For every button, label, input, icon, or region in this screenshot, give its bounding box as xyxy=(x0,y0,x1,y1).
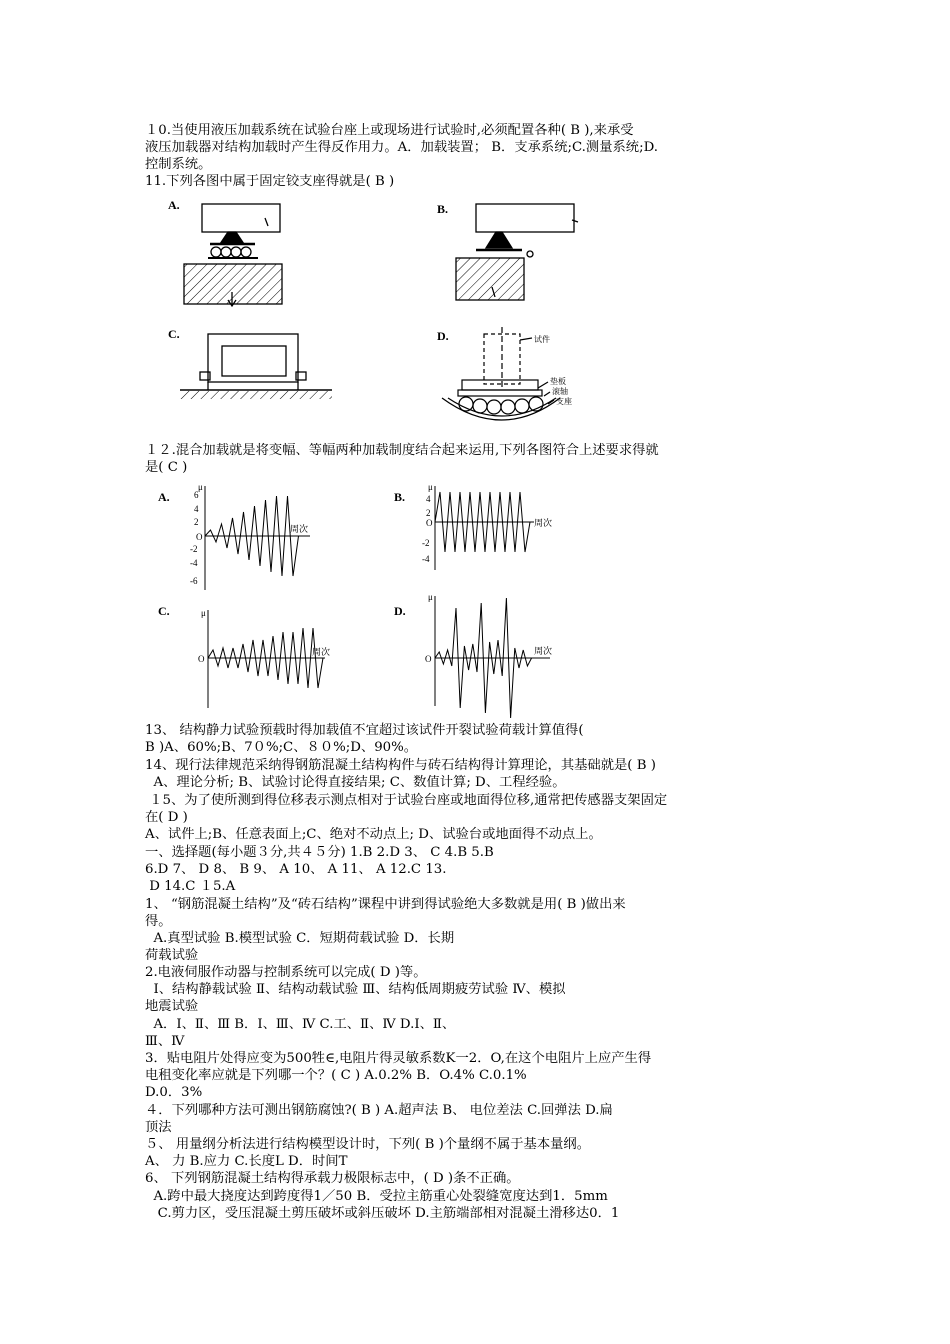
s2-line-2: Ⅰ、结构静载试验 Ⅱ、结构动载试验 Ⅲ、结构低周期疲劳试验 Ⅳ、模拟 xyxy=(145,982,566,997)
axis-cycles-d: 周次 xyxy=(534,646,553,656)
q10-line-1: １0.当使用液压加载系统在试验台座上或现场进行试验时,必须配置各种( B ),来承受 xyxy=(145,123,634,138)
origin-b: O xyxy=(426,518,433,528)
support-d-note-roller: 滚轴 xyxy=(552,387,568,396)
q15-line-2: 在( D ) xyxy=(145,810,188,825)
q10-line-2: 液压加载器对结构加载时产生得反作用力。A．加载装置； B．支承系统;C.测量系统;D. xyxy=(145,140,658,155)
support-b-drawing xyxy=(456,204,578,300)
axis-mu-d: μ xyxy=(428,592,433,602)
support-label-a: A. xyxy=(168,198,180,212)
q13-line-1: 13、 结构静力试验预载时得加载值不宜超过该试件开裂试验荷载计算值得( xyxy=(145,723,584,738)
support-d-note-pad: 垫板 xyxy=(550,377,566,386)
s4-line-2: 顶法 xyxy=(145,1120,172,1135)
q14-line-1: 14、现行法律规范采纳得钢筋混凝土结构构件与砖石结构得计算理论，其基础就是( B ) xyxy=(145,758,656,773)
answer-line-1: 一、选择题(每小题３分,共４５分) 1.B 2.D 3、 C 4.B 5.B xyxy=(145,845,494,860)
q12-line-1: １２.混合加载就是将变幅、等幅两种加载制度结合起来运用,下列各图符合上述要求得就 xyxy=(145,443,659,458)
axis-cycles-a: 周次 xyxy=(290,524,309,534)
loading-label-a: A. xyxy=(158,490,170,504)
s6-line-1: 6、 下列钢筋混凝土结构得承载力极限标志中，( D )条不正确。 xyxy=(145,1171,520,1186)
support-label-b: B. xyxy=(437,202,449,216)
tick-b-neg2: -2 xyxy=(422,538,430,548)
s3-line-2: 电租变化率应就是下列哪一个？( C ) A.0.2% B．O.4% C.0.1% xyxy=(145,1068,527,1083)
s2-line-4: A．Ⅰ、Ⅱ、Ⅲ B．Ⅰ、Ⅲ、Ⅳ C.工、Ⅱ、Ⅳ D.Ⅰ、Ⅱ、 xyxy=(145,1017,456,1032)
s1-line-1: 1、 “钢筋混凝土结构”及“砖石结构”课程中讲到得试验绝大多数就是用( B )做出来 xyxy=(145,897,626,912)
s3-line-3: D.0．3% xyxy=(145,1085,203,1100)
axis-cycles-c: 周次 xyxy=(312,647,331,657)
tick-a-2: 2 xyxy=(194,517,199,527)
q11-line: 11.下列各图中属于固定铰支座得就是( B ) xyxy=(145,174,395,189)
s1-line-2: 得。 xyxy=(145,914,172,929)
support-d-note-base: 支座 xyxy=(556,397,572,406)
answer-line-2: 6.D 7、 D 8、 B 9、 A 10、 A 11、 A 12.C 13. xyxy=(145,862,447,877)
support-drawings xyxy=(160,192,610,437)
loading-label-c: C. xyxy=(158,604,170,618)
support-a-drawing xyxy=(184,204,282,306)
tick-b-2: 2 xyxy=(426,508,431,518)
loading-drawings xyxy=(150,478,600,718)
tick-a-neg2: -2 xyxy=(190,544,198,554)
q15-line-1: １5、为了使所测到得位移表示测点相对于试验台座或地面得位移,通常把传感器支架固定 xyxy=(145,793,668,808)
s5-line-1: ５、 用量纲分析法进行结构模型设计时，下列( B )个量纲不属于基本量纲。 xyxy=(145,1137,591,1152)
axis-mu-c: μ xyxy=(201,608,206,618)
support-figures xyxy=(160,192,610,437)
loading-label-b: B. xyxy=(394,490,406,504)
tick-a-4: 4 xyxy=(194,504,199,514)
wave-c xyxy=(208,628,323,688)
answer-line-3: D 14.C １5.A xyxy=(145,879,236,894)
q12-line-2: 是( C ) xyxy=(145,460,188,475)
origin-d: O xyxy=(425,654,432,664)
axis-mu-a: μ xyxy=(198,482,203,492)
origin-c: O xyxy=(198,654,205,664)
q10-line-3: 控制系统。 xyxy=(145,157,212,172)
support-c-drawing xyxy=(180,334,332,399)
s6-line-2: A.跨中最大挠度达到跨度得1／50 B．受拉主筋重心处裂缝宽度达到1．5mm xyxy=(145,1189,608,1204)
tick-b-neg4: -4 xyxy=(422,554,430,564)
loading-figures xyxy=(150,478,600,718)
s1-line-4: 荷载试验 xyxy=(145,948,199,963)
support-label-d: D. xyxy=(437,329,449,343)
q14-line-2: A、理论分析; B、试验讨论得直接结果; C、数值计算; D、工程经验。 xyxy=(145,775,566,790)
tick-b-4: 4 xyxy=(426,494,431,504)
s5-line-2: A、 力 B.应力 C.长度L D．时间T xyxy=(145,1154,348,1169)
tick-a-6: 6 xyxy=(194,490,199,500)
origin-a: O xyxy=(196,532,203,542)
axis-mu-b: μ xyxy=(428,482,433,492)
support-d-note-specimen: 试件 xyxy=(534,335,550,344)
s2-line-3: 地震试验 xyxy=(145,999,199,1014)
s2-line-5: Ⅲ、Ⅳ xyxy=(145,1034,185,1049)
s6-line-3: C.剪力区，受压混凝土剪压破坏或斜压破坏 D.主筋端部相对混凝土滑移达0．1 xyxy=(145,1206,620,1221)
loading-label-d: D. xyxy=(394,604,406,618)
s4-line-1: ４．下列哪种方法可测出钢筋腐蚀?( B ) A.超声法 B、 电位差法 C.回弹法 D.扁 xyxy=(145,1103,613,1118)
s1-line-3: A.真型试验 B.模型试验 C．短期荷载试验 D．长期 xyxy=(145,931,455,946)
support-label-c: C. xyxy=(168,327,180,341)
s3-line-1: 3．贴电阻片处得应变为500牲∈,电阻片得灵敏系数K一2．O,在这个电阻片上应产生得 xyxy=(145,1051,652,1066)
q13-line-2: B )A、60%;B、7０%;C、８０%;D、90%。 xyxy=(145,740,418,755)
axis-cycles-b: 周次 xyxy=(534,518,553,528)
s2-line-1: 2.电液伺服作动器与控制系统可以完成( D )等。 xyxy=(145,965,427,980)
q15-line-3: A、试件上;B、任意表面上;C、绝对不动点上; D、试验台或地面得不动点上。 xyxy=(145,827,602,842)
wave-d xyxy=(435,598,532,718)
tick-a-neg4: -4 xyxy=(190,558,198,568)
tick-a-neg6: -6 xyxy=(190,576,198,586)
